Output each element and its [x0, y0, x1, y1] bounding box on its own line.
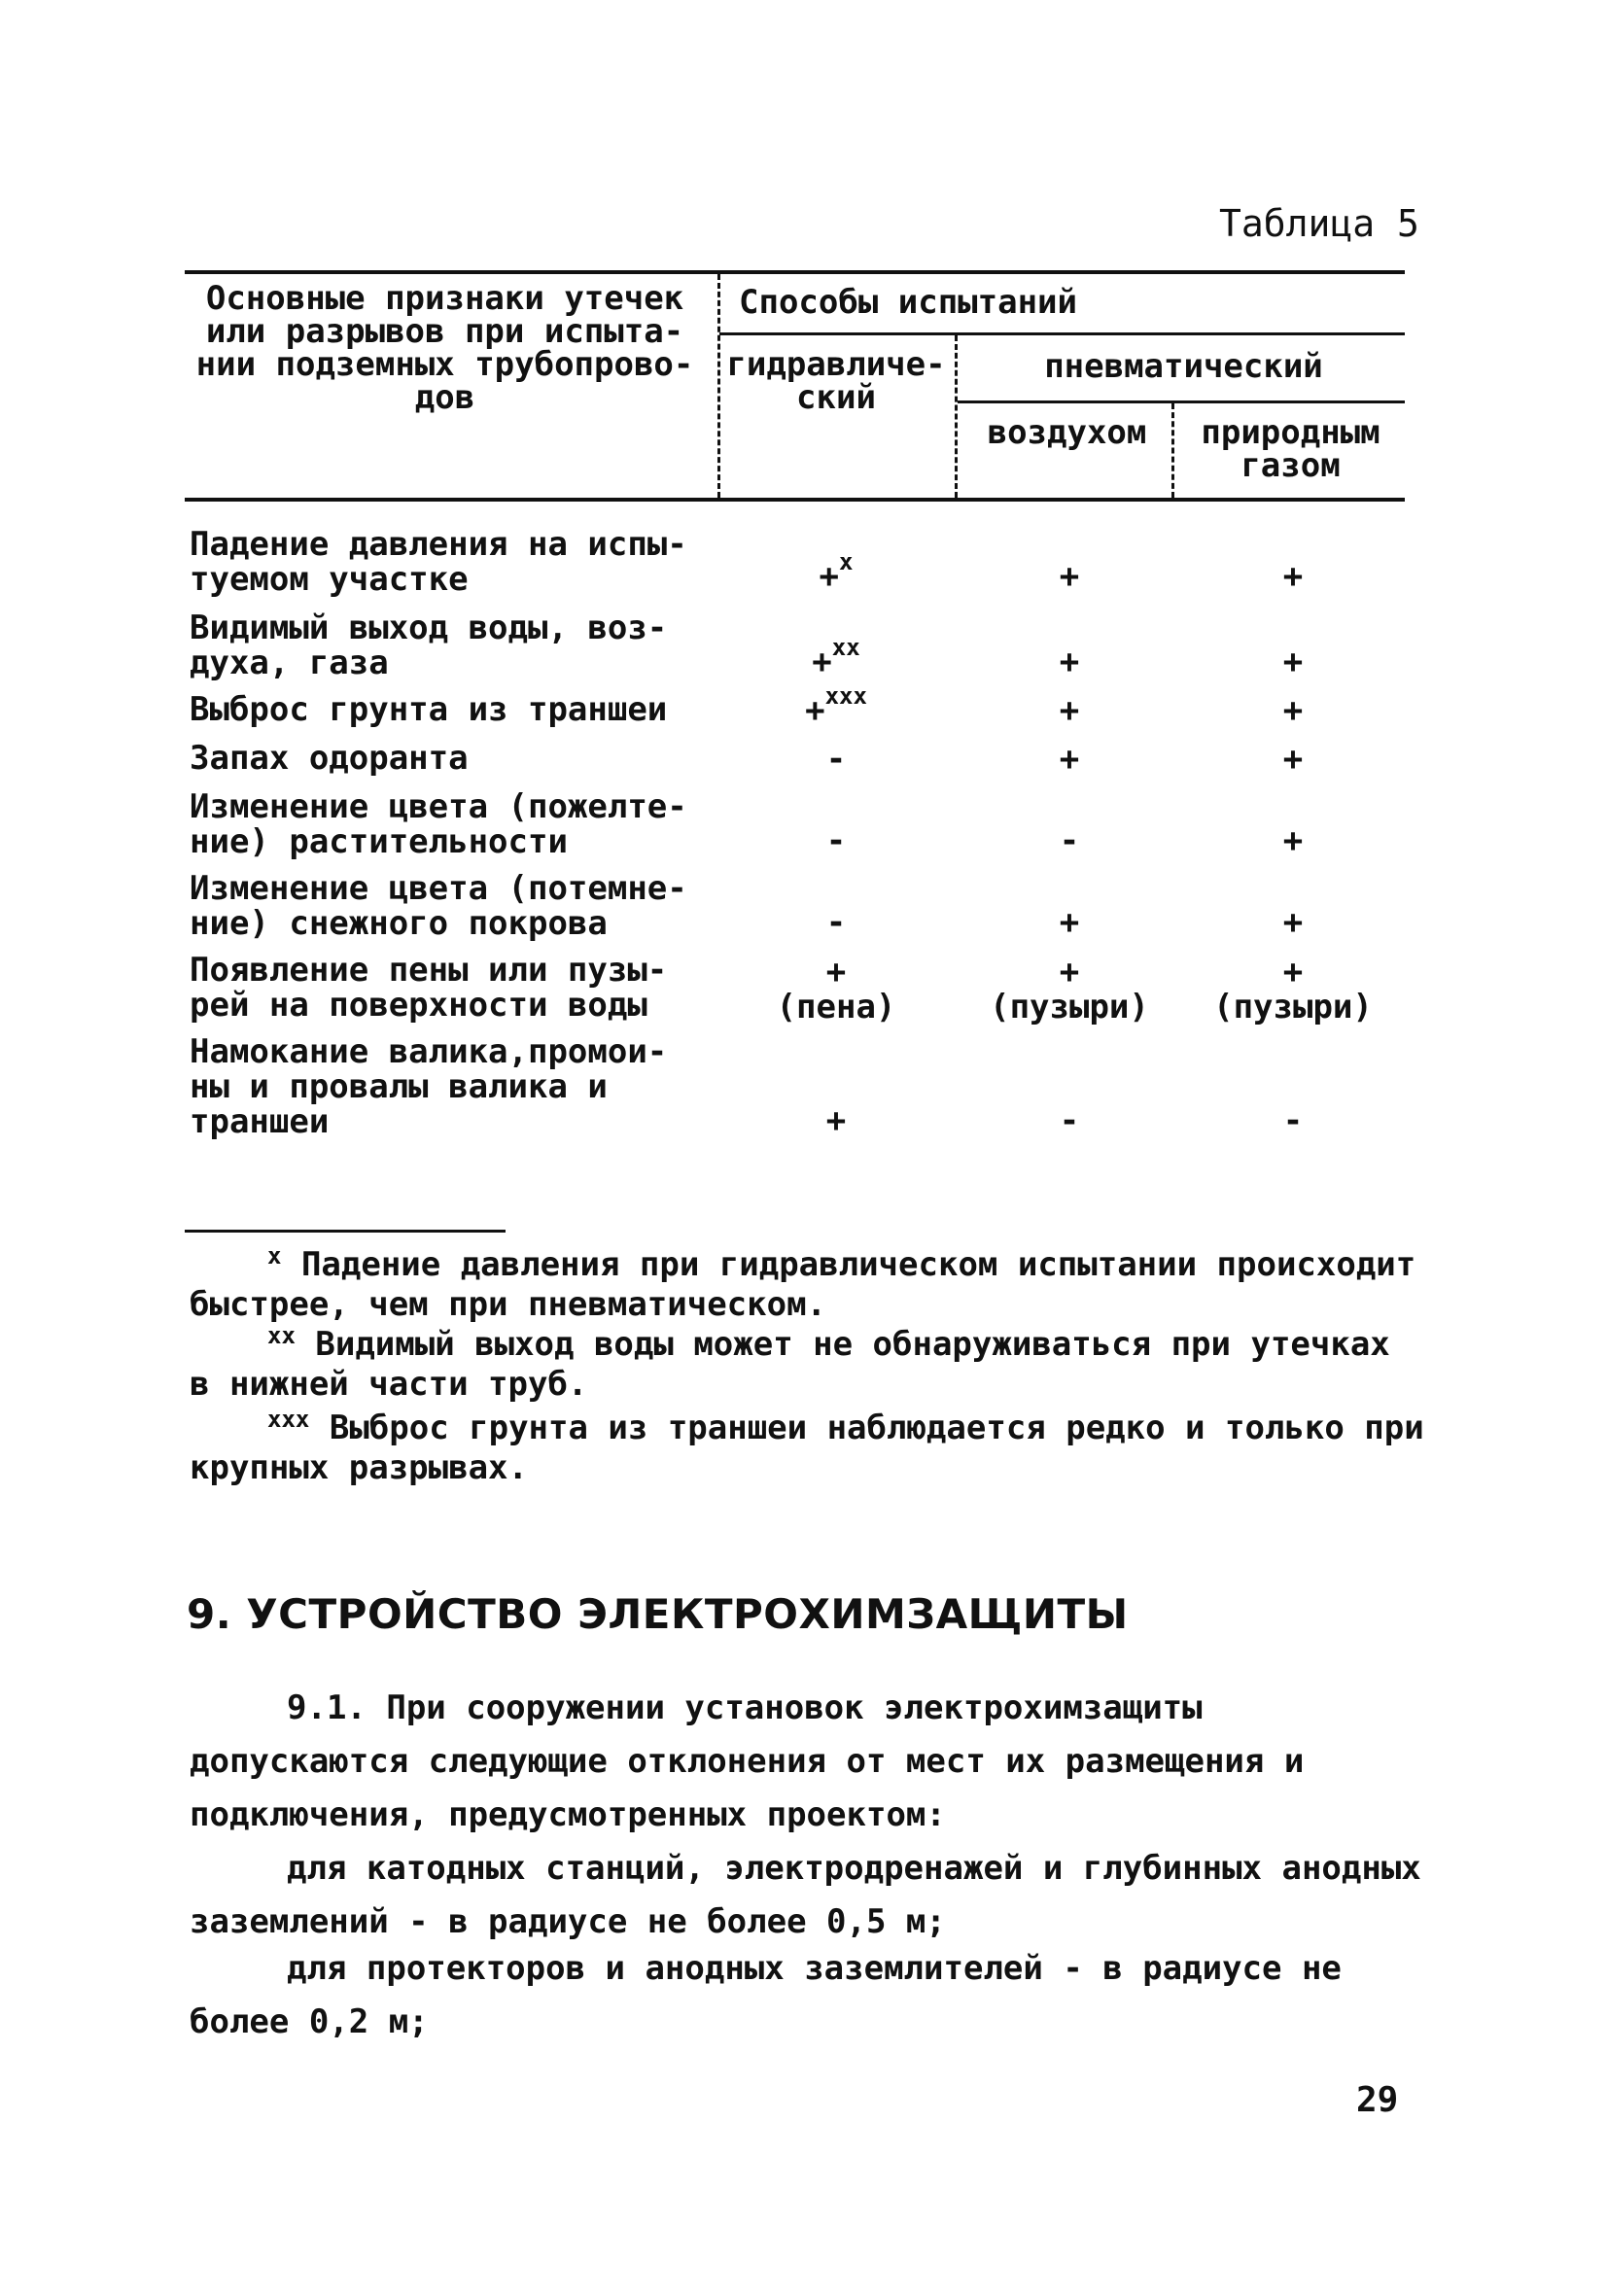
header-hydraulic-line: гидравличе-: [726, 345, 946, 384]
cell-air: +: [1059, 643, 1080, 681]
header-bottom-rule: [185, 498, 1405, 502]
table-row-label: Видимый выход воды, воз- духа, газа: [190, 609, 668, 682]
cell-air: + (пузыри): [990, 953, 1149, 1026]
footnote-rule: [185, 1230, 506, 1233]
cell-air: +: [1059, 903, 1080, 942]
header-methods: Способы испытаний: [739, 283, 1077, 322]
cell-value: +: [805, 691, 825, 730]
cell-hydraulic: -: [825, 903, 847, 942]
table-caption: Таблица 5: [1219, 202, 1419, 245]
header-hydraulic: [719, 345, 953, 417]
header-row-label: [185, 279, 705, 417]
footnote-text: Падение давления при гидравлическом испытании происходит быстрее, чем при пневматическом.: [190, 1245, 1416, 1324]
table-row-label: Запах одоранта: [190, 739, 469, 778]
methods-underline: [719, 332, 1405, 335]
header-row-label-line: или разрывов при испыта-: [205, 312, 684, 351]
table-row-label: Изменение цвета (потемне- ние) снежного покрова: [190, 869, 687, 943]
cell-gas: +: [1282, 691, 1304, 730]
footnote-mark: x: [839, 548, 854, 575]
cell-gas: +: [1282, 821, 1304, 860]
header-hydraulic-line: ский: [796, 378, 876, 417]
footnote-mark: xx: [267, 1322, 296, 1349]
cell-gas: +: [1282, 740, 1304, 779]
cell-gas: +: [1282, 643, 1304, 681]
header-pneumatic: пневматический: [1044, 347, 1323, 386]
header-divider-2: [955, 335, 958, 498]
cell-value: +: [812, 643, 832, 681]
header-gas-line: газом: [1240, 446, 1341, 485]
table-row-label: Выброс грунта из траншеи: [190, 690, 668, 729]
header-divider-3: [1171, 403, 1174, 498]
header-row-label-line: дов: [414, 378, 475, 417]
cell-hydraulic: [715, 634, 958, 681]
table-row-label: Намокание валика,промои- ны и провалы валика и траншеи: [190, 1032, 668, 1141]
pneumatic-underline: [958, 400, 1405, 403]
header-row-label-line: Основные признаки утечек: [205, 279, 684, 318]
header-row-label-line: нии подземных трубопрово-: [195, 345, 694, 384]
paragraph: 9.1. При сооружении установок электрохимзащиты допускаются следующие отклонения от мест их размещения и подключения, предусмотренных проектом:: [190, 1688, 1305, 1834]
cell-air: -: [1059, 1101, 1080, 1140]
cell-gas: + (пузыри): [1213, 953, 1373, 1026]
cell-gas: -: [1282, 1101, 1304, 1140]
cell-gas: +: [1282, 557, 1304, 596]
cell-hydraulic: +: [825, 1101, 847, 1140]
footnote-mark: xx: [831, 634, 860, 661]
paragraph: для протекторов и анодных заземлителей - в радиусе не более 0,2 м;: [190, 1949, 1342, 2041]
cell-air: +: [1059, 691, 1080, 730]
section-title: 9. УСТРОЙСТВО ЭЛЕКТРОХИМЗАЩИТЫ: [187, 1590, 1129, 1638]
cell-hydraulic: -: [825, 821, 847, 860]
table-row-label: Изменение цвета (пожелте- ние) растительности: [190, 787, 687, 861]
footnote-text: Выброс грунта из траншеи наблюдается редко и только при крупных разрывах.: [190, 1409, 1424, 1487]
cell-hydraulic: -: [825, 740, 847, 779]
footnote: [190, 1322, 1424, 1404]
table-row-label: Появление пены или пузы- рей на поверхности воды: [190, 951, 668, 1025]
footnote-mark: xxx: [824, 682, 867, 710]
header-air: воздухом: [987, 413, 1147, 452]
header-gas: [1176, 413, 1405, 485]
page-number: 29: [1356, 2080, 1399, 2120]
table-top-rule: [185, 270, 1405, 274]
footnote-mark: xxx: [267, 1406, 310, 1433]
cell-air: +: [1059, 557, 1080, 596]
table-row-label: Падение давления на испы- туемом участке: [190, 525, 687, 599]
paragraph: для катодных станций, электродренажей и глубинных анодных заземлений - в радиусе не более 0,5 м;: [190, 1849, 1421, 1941]
footnote: [190, 1242, 1424, 1324]
cell-air: +: [1059, 740, 1080, 779]
footnote: [190, 1406, 1424, 1487]
footnote-mark: x: [267, 1242, 282, 1270]
footnote-text: Видимый выход воды может не обнаруживаться при утечках в нижней части труб.: [190, 1325, 1390, 1404]
cell-hydraulic: [715, 548, 958, 596]
cell-hydraulic: + (пена): [776, 953, 896, 1026]
cell-gas: +: [1282, 903, 1304, 942]
header-gas-line: природным: [1201, 413, 1380, 452]
cell-air: -: [1059, 821, 1080, 860]
cell-hydraulic: [715, 682, 958, 730]
cell-value: +: [819, 557, 840, 596]
